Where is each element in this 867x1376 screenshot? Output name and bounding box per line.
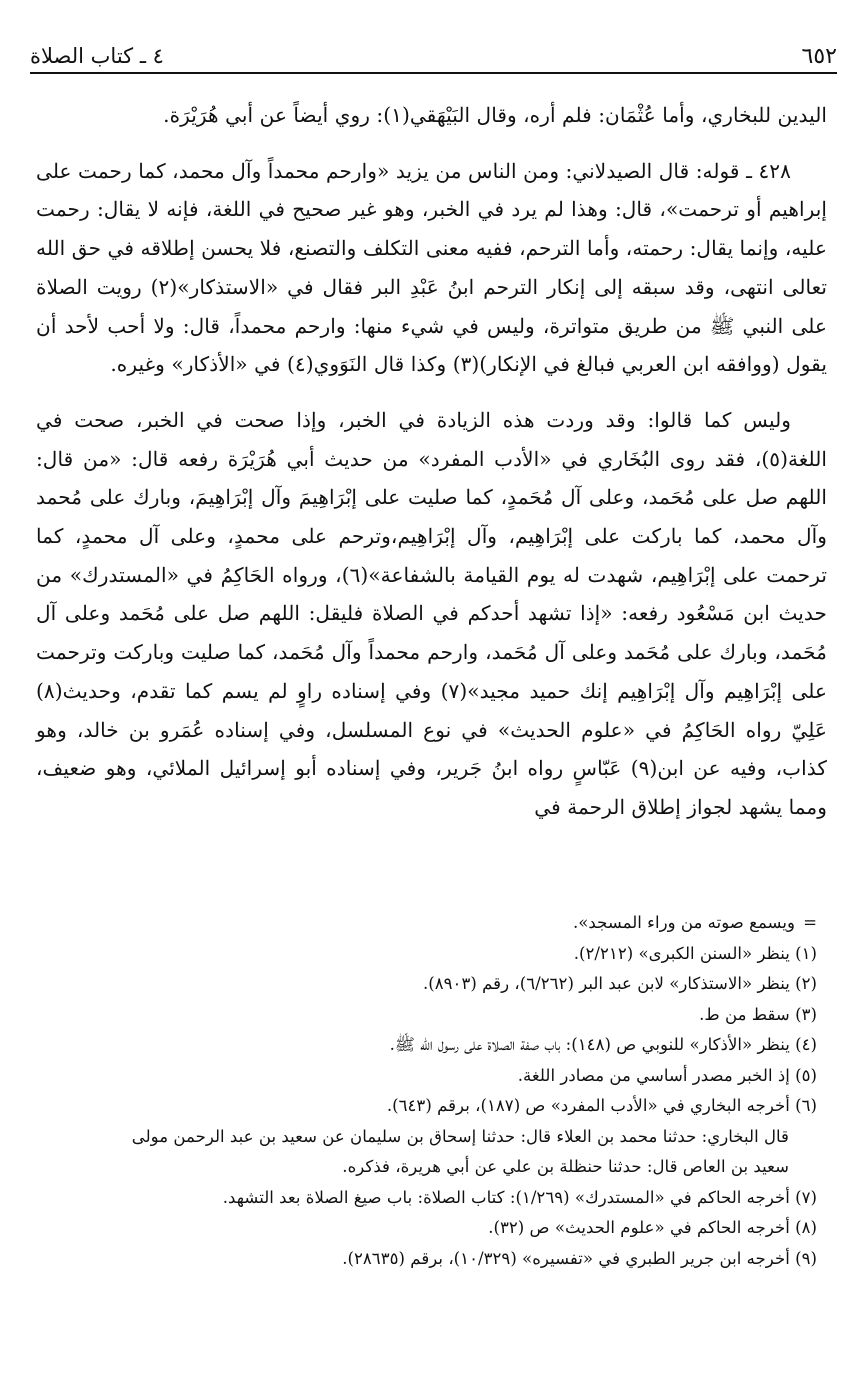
footnotes bbox=[40, 908, 817, 1274]
footnote: (١) ينظر «السنن الكبرى» (٢/٢١٢). bbox=[573, 943, 817, 963]
page-number: ٦٥٢ bbox=[801, 44, 837, 69]
footnote: (٢) ينظر «الاستذكار» لابن عبد البر (٦/٢٦٢)، رقم (٨٩٠٣). bbox=[422, 974, 817, 993]
header-rule bbox=[30, 72, 837, 74]
paragraph: ٤٢٨ ـ قوله: قال الصيدلاني: ومن الناس من يزيد «وارحم محمداً وآل محمد، كما رحمت على إبراهيم أو ترحمت»، قال: وهذا لم يرد في الخبر، وهو غير صحيح في اللغة، فإنه لا يقال: رحمت عليه، وإنما يقال: رحمته، وأما الترحم، ففيه معنى التكلف والتصنع، فلا يحسن إطلاقه في حق الله تعالى انتهى، وقد سبقه إلى إنكار الترحم ابنُ عَبْدِ البر فقال في «الاستذكار»(٢) رويت الصلاة على النبي ﷺ من طريق متواترة، وليس في شيء منها: وارحم محمداً، قال: ولا أحب لأحد أن يقول (ووافقه ابن العربي فبالغ في الإنكار)(٣) وكذا قال النَوَوي(٤) في «الأذكار» وغيره. bbox=[36, 158, 827, 377]
footnote: (٣) سقط من ط. bbox=[699, 1004, 817, 1024]
footnote: (٧) أخرجه الحاكم في «المستدرك» (١/٢٦٩): كتاب الصلاة: باب صيغ الصلاة بعد التشهد. bbox=[222, 1187, 817, 1207]
footnote: (٩) أخرجه ابن جرير الطبري في «تفسيره» (١٠/٣٢٩)، برقم (٢٨٦٣٥). bbox=[342, 1248, 817, 1268]
footnote: (٥) إذ الخبر مصدر أساسي من مصادر اللغة. bbox=[517, 1065, 817, 1085]
paragraph: وليس كما قالوا: وقد وردت هذه الزيادة في الخبر، وإذا صحت في الخبر، صحت في اللغة(٥)، فقد روى البُخَاري في «الأدب المفرد» من حديث أبي هُرَيْرَة رفعه قال: «من قال: اللهم صل على مُحَمد، وعلى آل مُحَمدٍ، كما صليت على إبْرَاهِيمَ وآل إبْرَاهِيمَ، وبارك على مُحمد وآل محمد، كما باركت على إبْرَاهِيم، وآل إبْرَاهِيم،وترحم على محمدٍ، وعلى آل محمدٍ، كما ترحمت على إبْرَاهِيم، شهدت له يوم القيامة بالشفاعة»(٦)، ورواه الحَاكِمُ في «المستدرك» من حديث ابن مَسْعُود رفعه: «إذا تشهد أحدكم في الصلاة فليقل: اللهم صل على مُحَمد وعلى آل مُحَمد، وبارك على مُحَمد وعلى آل مُحَمد، وارحم محمداً وآل مُحَمد، كما صليت وباركت وترحمت على إبْرَاهِيم وآل إبْرَاهِيم إنك حميد مجيد»(٧) وفي إسناده راوٍ لم يسم كما تقدم، وحديث(٨) عَلِيّ رواه الحَاكِمُ في «علوم الحديث» في نوع المسلسل، وفي إسناده عُمَرو بن خالد، وهو كذاب، وفيه عن ابن(٩) عَبّاسٍ رواه ابنُ جَرير، وفي إسناده أبو إسرائيل الملائي، وهو ضعيف، ومما يشهد لجواز إطلاق الرحمة في bbox=[36, 407, 827, 819]
footnote: (٤) ينظر «الأذكار» للنوبي ص (١٤٨): باب صفة الصلاة على رسول الله ﷺ. bbox=[389, 1035, 817, 1054]
footnote-detail: قال البخاري: حدثنا محمد بن العلاء قال: حدثنا إسحاق بن سليمان عن سعيد بن عبد الرحمن مولى bbox=[131, 1126, 789, 1146]
footnote: (٨) أخرجه الحاكم في «علوم الحديث» ص (٣٢). bbox=[488, 1218, 817, 1237]
chapter-title: ٤ ـ كتاب الصلاة bbox=[30, 44, 164, 68]
footnote: (٦) أخرجه البخاري في «الأدب المفرد» ص (١٨٧)، برقم (٦٤٣). bbox=[386, 1096, 817, 1115]
paragraph: اليدين للبخاري، وأما عُثْمَان: فلم أره، وقال البَيْهَقي(١): روي أيضاً عن أبي هُرَيْرَة. bbox=[163, 103, 827, 127]
footnote-detail: سعيد بن العاص قال: حدثنا حنظلة بن علي عن أبي هريرة، فذكره. bbox=[342, 1157, 789, 1176]
footnote-continuation: =ويسمع صوته من وراء المسجد». bbox=[572, 913, 817, 932]
main-text bbox=[36, 96, 827, 827]
running-header bbox=[30, 40, 837, 74]
